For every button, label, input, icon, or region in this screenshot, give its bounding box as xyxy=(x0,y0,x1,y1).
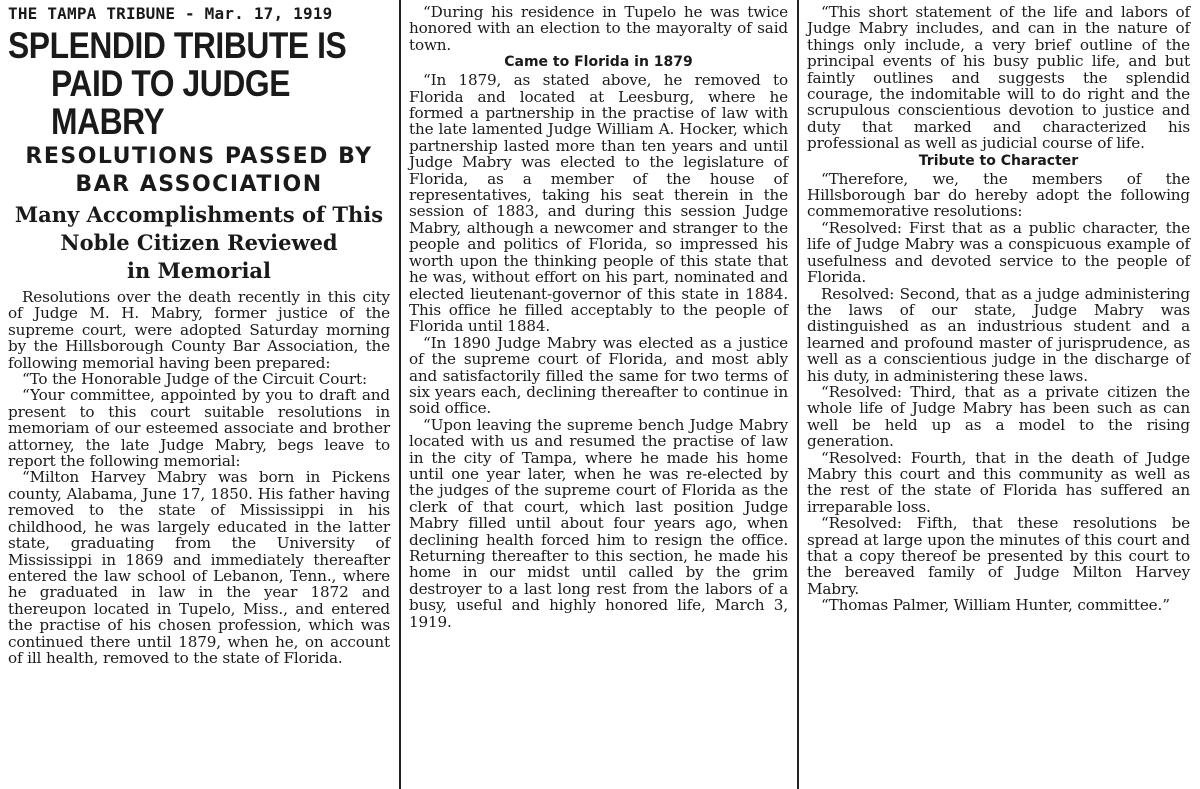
paragraph: “To the Honorable Judge of the Circuit Court: xyxy=(22,370,367,389)
deck-line-1: Many Accomplishments of This xyxy=(14,202,384,227)
paragraph: “Your committee, appointed by you to draft and present to this court suitable resolutions in memoriam of our esteemed associate and brother attorney, the late Judge Mabry, begs leave to report the following memorial: xyxy=(8,386,390,471)
column-1-text xyxy=(8,289,390,666)
paragraph: “Milton Harvey Mabry was born in Pickens county, Alabama, June 17, 1850. His father having removed to the state of Mississippi in his childhood, he was largely educated in the latter state, graduating from the University of Mississippi in 1869 and immediately thereafter entered the law school of Lebanon, Tenn., where he graduated in law in the year 1872 and thereupon located in Tupelo, Miss., and entered the practise of his chosen profession, which was continued there until 1879, when he, on account of ill health, removed to the state of Florida. xyxy=(8,468,390,667)
column-2-text xyxy=(409,4,788,630)
subheadline-line-2: BAR ASSOCIATION xyxy=(75,172,323,197)
paragraph: Resolved: Second, that as a judge administering the laws of our state, Judge Mabry was distinguished as an industrious student and a learned and profound master of jurisprudence, as well as a conscientious judge in the discharge of his duty, in administering these laws. xyxy=(807,284,1190,385)
headline-line-1: SPLENDID TRIBUTE IS xyxy=(8,25,347,66)
paragraph: “In 1879, as stated above, he removed to Florida and located at Leesburg, where he formed a partnership in the practise of law with the late lamented Judge William A. Hocker, which partnership lasted more than ten years and until Judge Mabry was elected to the legislature of Florida, as a member of the house of representatives, taking his seat therein in the session of 1883, and during this session Judge Mabry, although a newcomer and stranger to the people and politics of Florida, so impressed his worth upon the thinking people of this state that he was, without effort on his part, nominated and elected lieutenant-governor of this state in 1884. This office he filled acceptably to the people of Florida until 1884. xyxy=(409,71,788,336)
paragraph: “Resolved: Fourth, that in the death of Judge Mabry this court and this community as well as the rest of the state of Florida has suffered an irreparable loss. xyxy=(807,448,1190,516)
paragraph: “Resolved: First that as a public character, the life of Judge Mabry was a conspicuous example of usefulness and devoted service to the people of Florida. xyxy=(807,218,1190,287)
column-3-text xyxy=(807,4,1190,614)
headline-deck xyxy=(8,201,390,285)
dateline: THE TAMPA TRIBUNE - Mar. 17, 1919 xyxy=(8,4,333,23)
paragraph: “This short statement of the life and labors of Judge Mabry includes, and can in the nature of things only include, a very brief outline of the principal events of his busy public life, and but faintly outlines and suggests the splendid courage, the indomitable will to do right and the scrupulous conscientious devotion to justice and duty that marked and characterized his professional as well as judicial course of life. xyxy=(807,3,1190,153)
paragraph: Resolutions over the death recently in this city of Judge M. H. Mabry, former justice of the supreme court, were adopted Saturday morning by the Hillsborough County Bar Association, the following memorial having been prepared: xyxy=(8,288,390,372)
subheadline xyxy=(8,143,390,199)
column-1 xyxy=(0,0,400,789)
paragraph: “In 1890 Judge Mabry was elected as a justice of the supreme court of Florida, and most ably and satisfactorily filled the same for two terms of six years each, declining thereafter to continue in soid office. xyxy=(409,333,788,418)
section-subhead: Came to Florida in 1879 xyxy=(504,54,693,71)
paragraph: “Upon leaving the supreme bench Judge Mabry located with us and resumed the practise of law in the city of Tampa, where he made his home until one year later, when he was re-elected by the judges of the supreme court of Florida as the clerk of that court, which last position Judge Mabry filled until about four years ago, when declining health forced him to resign the office. Returning thereafter to this section, he made his home in our midst until called by the grim destroyer to a last long rest from the labors of a busy, useful and highly honored life, March 3, 1919. xyxy=(409,415,788,631)
section-subhead: Tribute to Character xyxy=(918,152,1079,169)
paragraph: “During his residence in Tupelo he was twice honored with an election to the mayoralty of said town. xyxy=(409,3,788,54)
column-3 xyxy=(799,0,1200,789)
deck-line-2: Noble Citizen Reviewed xyxy=(60,230,338,255)
subheadline-line-1: RESOLUTIONS PASSED BY xyxy=(25,144,373,169)
column-2 xyxy=(401,0,798,789)
signature-line: “Thomas Palmer, William Hunter, committee.” xyxy=(821,596,1170,615)
paragraph: “Resolved: Fifth, that these resolutions be spread at large upon the minutes of this court and that a copy thereof be presented by this court to the bereaved family of Judge Milton Harvey Mabry. xyxy=(807,514,1190,598)
deck-line-3: in Memorial xyxy=(126,258,272,283)
paragraph: “Resolved: Third, that as a private citizen the whole life of Judge Mabry has been such as can well be held up as a model to the rising generation. xyxy=(807,382,1190,451)
paragraph: “Therefore, we, the members of the Hillsborough bar do hereby adopt the following commemorative resolutions: xyxy=(807,169,1190,221)
main-headline xyxy=(8,27,391,141)
headline-line-2: PAID TO JUDGE MABRY xyxy=(51,63,290,142)
